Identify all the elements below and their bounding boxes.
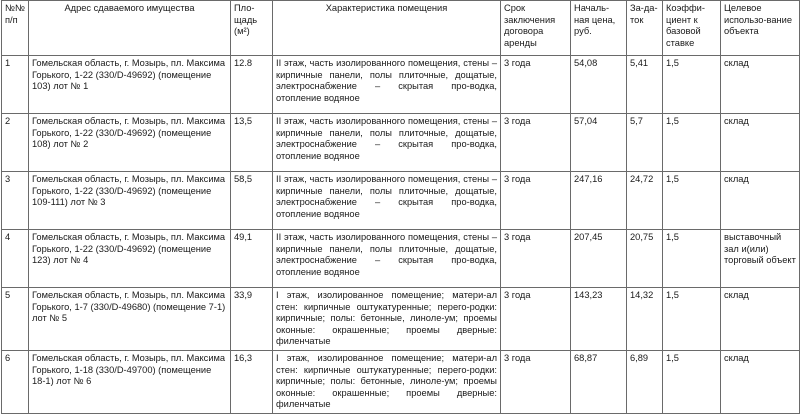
cell-deposit: 5,7 [627,114,663,172]
cell-coefficient: 1,5 [663,114,721,172]
header-coefficient: Коэффи-циент к базовой ставке [663,1,721,56]
cell-address: Гомельская область, г. Мозырь, пл. Максима Горького, 1-22 (330/D-49692) (помещение 108) лот № 2 [29,114,231,172]
cell-description: I этаж, изолированное помещение; матери-ал стен: кирпичные оштукатуренные; перего-родки: кирпичные; полы: бетонные, линоле-ум; проемы оконные: окрашенные; проемы дверные: филенчатые [273,288,501,351]
lots-table [1,0,800,414]
cell-description: II этаж, часть изолированного помещения, стены – кирпичные панели, полы плиточные, дощатые, электроснабжение – скрытая про-водка, отопление водяное [273,172,501,230]
cell-num: 6 [2,350,29,413]
cell-num: 2 [2,114,29,172]
cell-deposit: 20,75 [627,230,663,288]
cell-coefficient: 1,5 [663,172,721,230]
cell-num: 5 [2,288,29,351]
cell-address: Гомельская область, г. Мозырь, пл. Максима Горького, 1-18 (330/D-49700) (помещение 18-1) лот № 6 [29,350,231,413]
cell-description: I этаж, изолированное помещение; матери-ал стен: кирпичные оштукатуренные; перего-родки: кирпичные; полы: бетонные, линоле-ум; проемы оконные: окрашенные; проемы дверные: филенчатые [273,350,501,413]
table-row [2,350,800,413]
header-deposit: За-да-ток [627,1,663,56]
table-row [2,172,800,230]
cell-coefficient: 1,5 [663,350,721,413]
cell-coefficient: 1,5 [663,56,721,114]
cell-address: Гомельская область, г. Мозырь, пл. Максима Горького, 1-22 (330/D-49692) (помещение 109-111) лот № 3 [29,172,231,230]
cell-num: 1 [2,56,29,114]
cell-deposit: 14,32 [627,288,663,351]
cell-price: 247,16 [571,172,627,230]
cell-description: II этаж, часть изолированного помещения, стены – кирпичные панели, полы плиточные, дощатые, электроснабжение – скрытая про-водка, отопление водяное [273,56,501,114]
table-row [2,288,800,351]
cell-price: 207,45 [571,230,627,288]
cell-deposit: 6,89 [627,350,663,413]
header-row [2,1,800,56]
cell-address: Гомельская область, г. Мозырь, пл. Максима Горького, 1-7 (330/D-49680) (помещение 7-1) лот № 5 [29,288,231,351]
cell-purpose: склад [721,114,800,172]
cell-description: II этаж, часть изолированного помещения, стены – кирпичные панели, полы плиточные, дощатые, электроснабжение – скрытая про-водка, отопление водяное [273,114,501,172]
table-row [2,230,800,288]
cell-area: 49,1 [231,230,273,288]
cell-coefficient: 1,5 [663,288,721,351]
cell-num: 4 [2,230,29,288]
cell-term: 3 года [501,230,571,288]
cell-area: 16,3 [231,350,273,413]
cell-purpose: склад [721,56,800,114]
cell-term: 3 года [501,172,571,230]
cell-term: 3 года [501,114,571,172]
cell-price: 68,87 [571,350,627,413]
cell-description: II этаж, часть изолированного помещения, стены – кирпичные панели, полы плиточные, дощатые, электроснабжение – скрытая про-водка, отопление водяное [273,230,501,288]
cell-price: 54,08 [571,56,627,114]
table-row [2,56,800,114]
cell-coefficient: 1,5 [663,230,721,288]
header-address: Адрес сдаваемого имущества [29,1,231,56]
cell-area: 33,9 [231,288,273,351]
cell-purpose: склад [721,172,800,230]
header-term: Срок заключения договора аренды [501,1,571,56]
cell-price: 57,04 [571,114,627,172]
cell-purpose: склад [721,288,800,351]
cell-purpose: выставочный зал и(или) торговый объект [721,230,800,288]
header-price: Началь-ная цена, руб. [571,1,627,56]
cell-area: 12.8 [231,56,273,114]
cell-purpose: склад [721,350,800,413]
header-area: Пло-щадь (м²) [231,1,273,56]
cell-area: 13,5 [231,114,273,172]
cell-num: 3 [2,172,29,230]
header-purpose: Целевое использо-вание объекта [721,1,800,56]
cell-price: 143,23 [571,288,627,351]
cell-term: 3 года [501,56,571,114]
table-row [2,114,800,172]
cell-deposit: 24,72 [627,172,663,230]
cell-term: 3 года [501,350,571,413]
cell-address: Гомельская область, г. Мозырь, пл. Максима Горького, 1-22 (330/D-49692) (помещение 123) лот № 4 [29,230,231,288]
header-description: Характеристика помещения [273,1,501,56]
cell-address: Гомельская область, г. Мозырь, пл. Максима Горького, 1-22 (330/D-49692) (помещение 103) лот № 1 [29,56,231,114]
header-num: №№ п/п [2,1,29,56]
cell-term: 3 года [501,288,571,351]
cell-deposit: 5,41 [627,56,663,114]
cell-area: 58,5 [231,172,273,230]
